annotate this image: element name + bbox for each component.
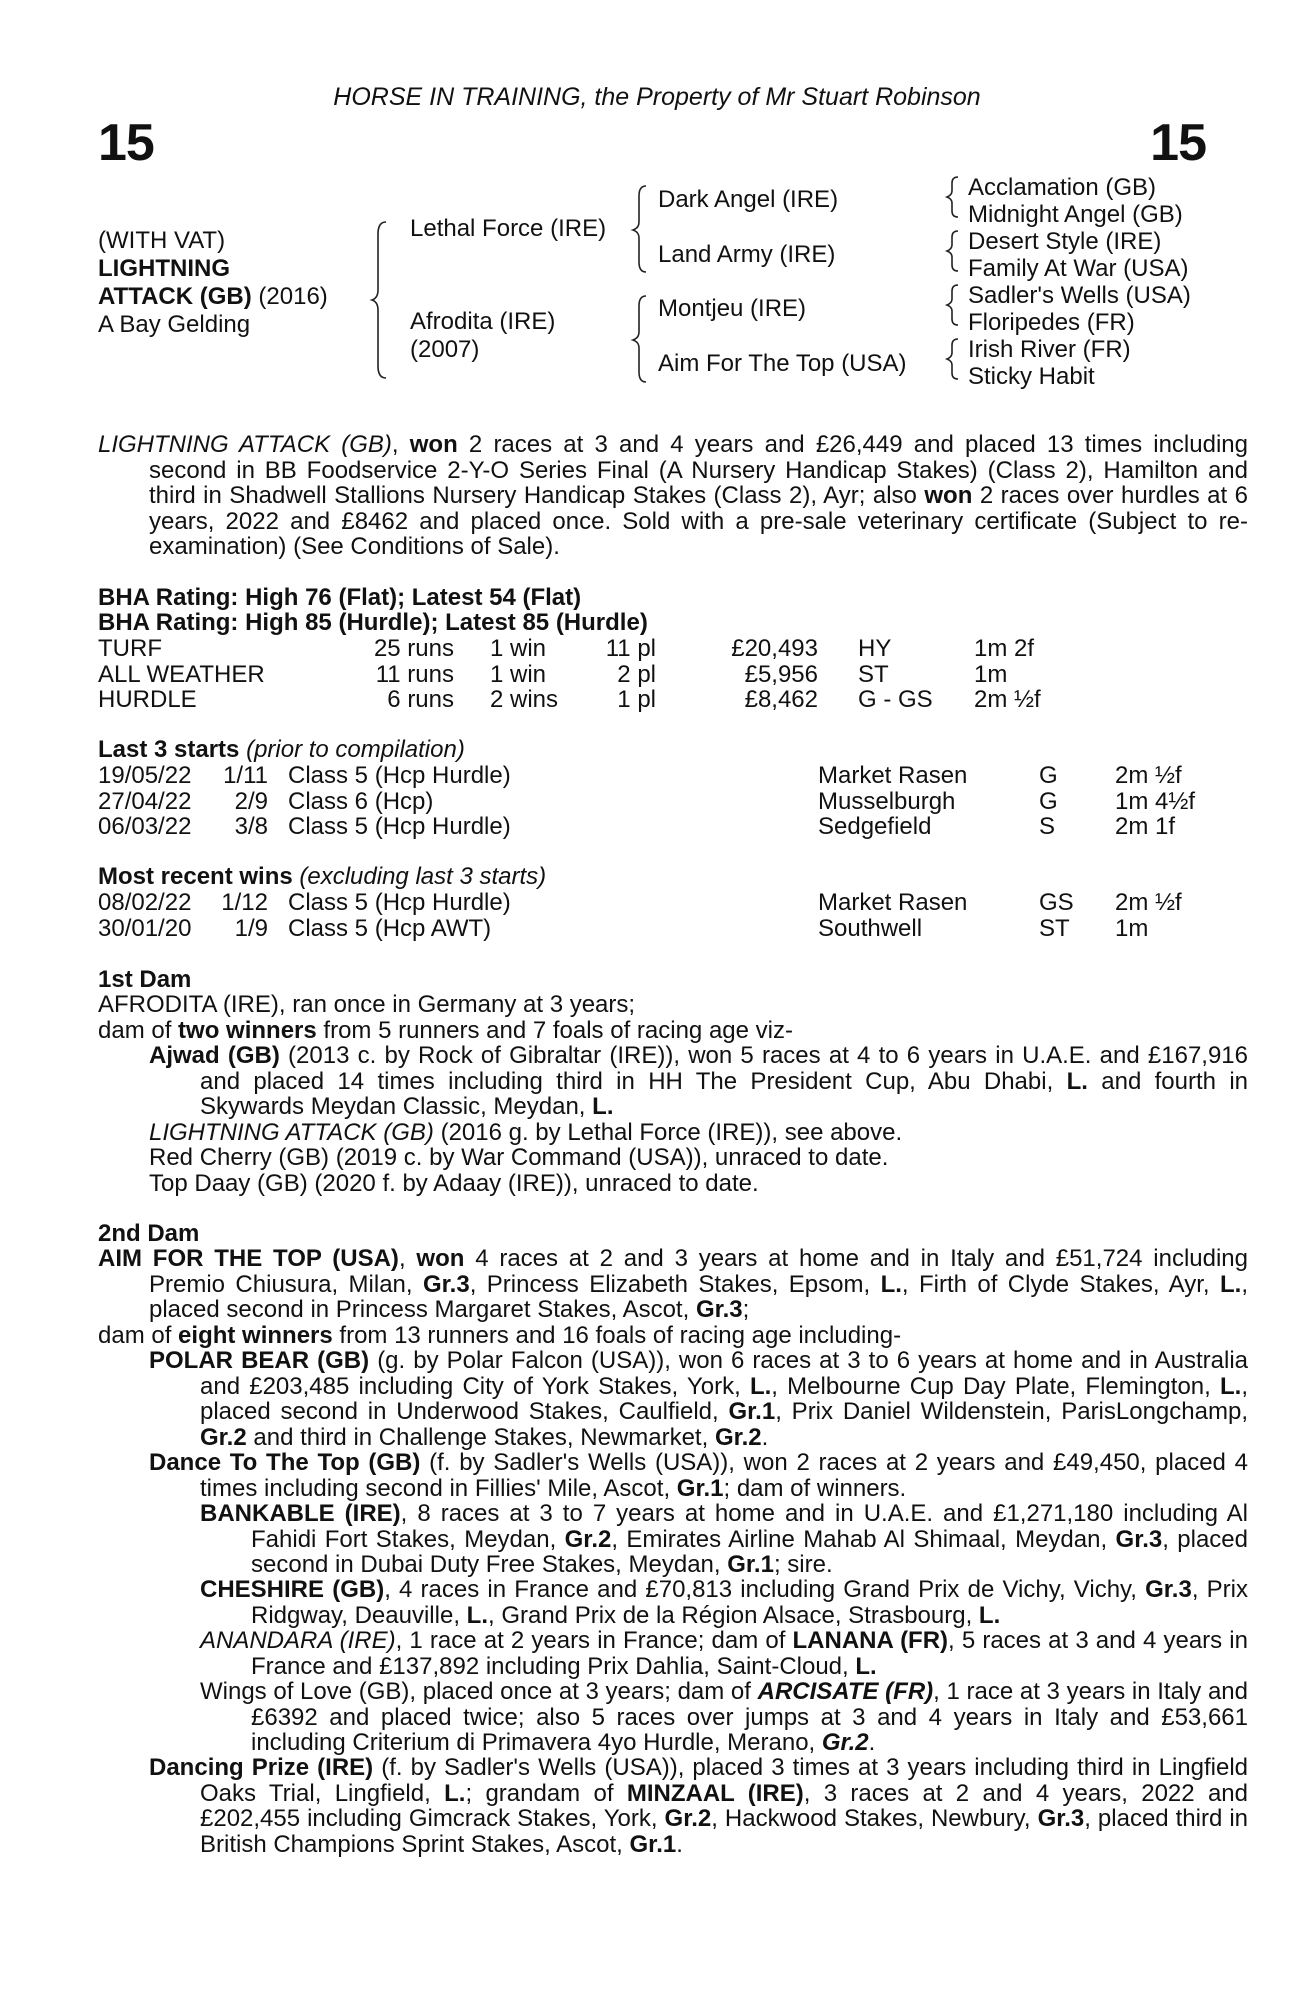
recentwins-table [98,890,1198,944]
start-position: 1/11 [223,762,268,789]
pedigree-third-generation [968,174,1191,390]
progeny-name: BANKABLE (IRE) [200,1500,401,1527]
dam1-dam-of [98,1018,793,1044]
group-mark: Gr.2 [821,1729,869,1756]
text: (g. by Polar Falcon (USA)), won 6 races at 3 to 6 years at home and in Australia and £203,485 including City of York Stakes, York, [200,1347,1249,1400]
progeny-name: LANANA (FR) [792,1627,949,1654]
recentwins-heading [98,864,546,890]
start-course: Musselburgh [818,787,956,815]
win-course: Market Rasen [818,889,968,916]
text: from 5 runners and 7 foals of racing age viz- [316,1017,793,1044]
listed-mark: L. [978,1601,1001,1629]
progeny-name: CHESHIRE (GB) [200,1576,385,1603]
text: (f. by Sadler's Wells (USA)), placed 3 times at 3 years including third in Lingfield Oaks Trial, Lingfield, [200,1754,1248,1807]
listed-mark: L. [749,1372,772,1400]
listed-mark: L. [466,1601,488,1629]
gen3-entry: Midnight Angel (GB) [968,201,1183,228]
text: , placed second in Underwood Stakes, Caulfield, [200,1372,1249,1425]
text: , Princess Elizabeth Stakes, Epsom, [469,1270,881,1298]
pedigree-sire-sire: Dark Angel (IRE) [658,186,839,213]
record-prize: £20,493 [731,635,818,662]
horse-name-line2: ATTACK (GB) [98,283,252,310]
progeny-name: LIGHTNING ATTACK (GB) [149,1119,434,1146]
start-distance: 2m 1f [1115,813,1176,840]
text: ; dam of winners. [723,1474,907,1502]
group-mark: Gr.1 [676,1474,724,1502]
text: dam of [98,1017,179,1044]
horse-description: A Bay Gelding [98,311,251,338]
win-race: Class 5 (Hcp Hurdle) [288,889,511,916]
start-race: Class 5 (Hcp Hurdle) [288,762,511,789]
last3-title: Last 3 starts [98,736,240,763]
pedigree-sire-dam: Land Army (IRE) [658,241,836,268]
gen3-entry: Sadler's Wells (USA) [968,282,1191,309]
text: , placed third in British Champions Sprint Stakes, Ascot, [200,1805,1248,1858]
record-wins: 2 wins [490,686,559,713]
group-mark: Gr.3 [422,1270,470,1298]
text: and third in Challenge Stakes, Newmarket, [246,1423,715,1451]
text: , Melbourne Cup Day Plate, Flemington, [771,1372,1221,1400]
record-placed: 2 pl [617,660,656,688]
summary-text: 2 races over hurdles at 6 years, 2022 and £8462 and placed once. Sold with a pre-sale veterinary certificate (Subject to re-examination) (See Conditions of Sale). [149,482,1248,560]
text: , 4 races in France and £70,813 including Grand Prix de Vichy, Vichy, [384,1576,1146,1603]
win-distance: 2m ½f [1115,889,1182,916]
horse-name-line1: LIGHTNING [98,255,230,282]
win-date: 30/01/20 [98,914,192,942]
progeny-name: Dance To The Top (GB) [149,1449,421,1476]
text: 4 races at 2 and 3 years at home and in Italy and £51,724 including Premio Chiusura, Milan, [149,1245,1249,1298]
dam2-dam-of [98,1323,901,1349]
listed-mark: L. [1220,1270,1242,1298]
text: , 1 race at 2 years in France; dam of [395,1627,793,1654]
gen3-entry: Family At War (USA) [968,255,1189,282]
text: , Grand Prix de la Région Alsace, Strasbourg, [487,1601,979,1629]
dam2-record: AIM FOR THE TOP (USA), won 4 races at 2 and 3 years at home and in Italy and £51,724 including Premio Chiusura, Milan, Gr.3, Princess Elizabeth Stakes, Epsom, L., Firth of Clyde Stakes, Ayr, L., placed second in Princess Margaret Stakes, Ascot, Gr.3; [98,1245,1249,1323]
record-runs: 11 runs [375,660,454,688]
progeny-wings-of-love: Wings of Love (GB), placed once at 3 years; dam of ARCISATE (FR), 1 race at 3 years in Italy and £6392 and placed twice; also 5 races over jumps at 3 and 4 years in Italy and £53,661 including Criterium di Primavera 4yo Hurdle, Merano, Gr.2. [200,1678,1248,1756]
text: (2016 g. by Lethal Force (IRE)), see above. [433,1119,903,1146]
won-label: won [416,1245,465,1272]
dam2-name: AIM FOR THE TOP (USA) [98,1245,399,1272]
record-placed: 11 pl [605,635,656,662]
text: , Firth of Clyde Stakes, Ayr, [901,1270,1220,1298]
pedigree-sire: Lethal Force (IRE) [410,215,607,242]
progeny-polar-bear: POLAR BEAR (GB) (g. by Polar Falcon (USA)), won 6 races at 3 to 6 years at home and in Australia and £203,485 including City of York Stakes, York, L., Melbourne Cup Day Plate, Flemington, L., placed second in Underwood Stakes, Caulfield, Gr.1, Prix Daniel Wildenstein, ParisLongchamp, Gr.2 and third in Challenge Stakes, Newmarket, Gr.2. [149,1347,1249,1451]
start-race: Class 5 (Hcp Hurdle) [288,813,511,840]
summary-horse-name: LIGHTNING ATTACK (GB) [98,431,392,458]
group-mark: Gr.1 [629,1830,677,1858]
win-position: 1/12 [221,889,268,916]
group-mark: Gr.2 [664,1805,712,1832]
group-mark: Gr.3 [695,1296,743,1323]
start-date: 27/04/22 [98,787,192,815]
text: , 1 race at 3 years in Italy and £6392 and placed twice; also 5 races over jumps at 3 and 4 years in Italy and £53,661 including Criterium di Primavera 4yo Hurdle, Merano, [251,1678,1248,1756]
record-surface: ALL WEATHER [98,660,265,688]
progeny-bankable [200,1501,1248,1578]
text: , placed second in Princess Margaret Stakes, Ascot, [149,1270,1248,1323]
start-race: Class 6 (Hcp) [288,787,434,815]
rating-flat: BHA Rating: High 76 (Flat); Latest 54 (Flat) [98,584,582,611]
progeny-dancing-prize: Dancing Prize (IRE) (f. by Sadler's Wells (USA)), placed 3 times at 3 years including third in Lingfield Oaks Trial, Lingfield, L.; grandam of MINZAAL (IRE), 3 races at 2 and 4 years, 2022 and £202,455 including Gimcrack Stakes, York, Gr.2, Hackwood Stakes, Newbury, Gr.3, placed third in British Champions Sprint Stakes, Ascot, Gr.1. [149,1754,1248,1858]
summary-text: 2 races at 3 and 4 years and £26,449 and placed 13 times including second in BB Foodservice 2-Y-O Series Final (A Nursery Handicap Stakes) (Class 2), Hamilton and third in Shadwell Stallions Nursery Handicap Stakes (Class 2), Ayr; also [149,431,1248,509]
winners-count: two winners [178,1017,317,1044]
group-mark: Gr.3 [1037,1805,1085,1832]
win-going: ST [1039,914,1070,942]
text: , 8 races at 3 to 7 years at home and in U.A.E. and £1,271,180 including Al Fahidi Fort Stakes, Meydan, [251,1500,1248,1553]
win-race: Class 5 (Hcp AWT) [288,914,492,942]
lot-number-right: 15 [1150,114,1206,172]
group-mark: Gr.2 [714,1423,762,1451]
record-runs: 6 runs [387,686,454,713]
progeny-cheshire [200,1577,1248,1628]
start-date: 19/05/22 [98,762,192,789]
text: dam of [98,1322,179,1349]
record-going: HY [858,635,892,662]
text: and fourth in Skywards Meydan Classic, Meydan, [200,1067,1248,1120]
horse-year: (2016) [251,283,328,310]
group-mark: Gr.2 [200,1423,247,1451]
text: , Hackwood Stakes, Newbury, [711,1805,1038,1832]
group-mark: Gr.3 [1115,1525,1163,1553]
progeny-top-daay: Top Daay (GB) (2020 f. by Adaay (IRE)), unraced to date. [149,1170,759,1197]
progeny-red-cherry: Red Cherry (GB) (2019 c. by War Command (USA)), unraced to date. [149,1144,889,1171]
win-position: 1/9 [234,914,268,942]
win-distance: 1m [1115,914,1149,942]
text: , 3 races at 2 and 4 years, 2022 and £202,455 including Gimcrack Stakes, York, [200,1779,1248,1832]
record-prize: £5,956 [744,660,818,688]
rating-hurdle: BHA Rating: High 85 (Hurdle); Latest 85 (Hurdle) [98,609,648,636]
dam1-line: AFRODITA (IRE), ran once in Germany at 3 years; [98,991,636,1018]
group-mark: Gr.1 [727,1551,774,1578]
winners-count: eight winners [178,1322,333,1349]
record-going: G - GS [858,686,933,713]
win-going: GS [1039,889,1074,916]
text: , placed second in Dubai Duty Free Stakes, Meydan, [251,1525,1249,1578]
text: ; sire. [773,1551,833,1578]
record-distance: 2m ½f [974,686,1041,713]
record-placed: 1 pl [617,686,656,713]
text: , Prix Ridgway, Deauville, [251,1576,1249,1629]
won-label: won [924,482,973,509]
text: ; grandam of [465,1779,627,1807]
group-mark: Gr.3 [1145,1576,1192,1603]
group-mark: Gr.2 [564,1525,612,1553]
listed-mark: L. [1220,1372,1242,1400]
start-course: Sedgefield [818,813,932,840]
lot-number-left: 15 [98,114,154,172]
record-surface: HURDLE [98,686,197,713]
listed-mark: L. [444,1779,466,1807]
text: from 13 runners and 16 foals of racing age including- [332,1322,902,1349]
start-distance: 1m 4½f [1115,787,1196,815]
last3-heading [98,737,465,763]
pedigree-dam-sire: Montjeu (IRE) [658,295,807,322]
dam2-heading: 2nd Dam [98,1220,200,1247]
recentwins-title: Most recent wins [98,863,293,890]
start-going: G [1039,787,1058,815]
listed-mark: L. [1066,1067,1088,1095]
last3-table [98,763,1198,843]
text: , 5 races at 3 and 4 years in France and £137,892 including Prix Dahlia, Saint-Cloud, [251,1627,1248,1680]
record-prize: £8,462 [744,686,818,713]
record-going: ST [858,660,889,688]
record-distance: 1m [974,660,1008,688]
gen3-entry: Acclamation (GB) [968,174,1157,201]
recentwins-note: (excluding last 3 starts) [292,863,547,890]
pedigree-dam-dam: Aim For The Top (USA) [658,350,907,377]
progeny-name: POLAR BEAR (GB) [149,1347,370,1374]
record-distance: 1m 2f [974,635,1035,662]
progeny-name: ANANDARA (IRE) [200,1627,396,1654]
record-runs: 25 runs [373,635,454,662]
start-position: 2/9 [234,787,268,815]
record-wins: 1 win [490,660,547,688]
text: , Prix Daniel Wildenstein, ParisLongchamp, [775,1398,1248,1425]
text: , Emirates Airline Mahab Al Shimaal, Meydan, [611,1525,1116,1553]
listed-mark: L. [855,1652,877,1680]
pedigree-dam: Afrodita (IRE) [410,308,556,335]
pedigree-dam-year: (2007) [410,336,480,363]
last3-note: (prior to compilation) [239,736,465,763]
records-table [98,636,1198,716]
sale-header: HORSE IN TRAINING, the Property of Mr Stuart Robinson [333,83,981,111]
progeny-name: MINZAAL (IRE) [626,1779,804,1807]
record-surface: TURF [98,635,162,662]
progeny-ajwad [149,1043,1248,1120]
listed-mark: L. [592,1093,614,1120]
gen3-entry: Desert Style (IRE) [968,228,1162,255]
progeny-dance-to-the-top [149,1450,1248,1501]
race-summary: LIGHTNING ATTACK (GB), won 2 races at 3 and 4 years and £26,449 and placed 13 times including second in BB Foodservice 2-Y-O Series Final (A Nursery Handicap Stakes) (Class 2), Hamilton and third in Shadwell Stallions Nursery Handicap Stakes (Class 2), Ayr; also won 2 races over hurdles at 6 years, 2022 and £8462 and placed once. Sold with a pre-sale veterinary certificate (Subject to re-examination) (See Conditions of Sale). [98,431,1248,560]
start-course: Market Rasen [818,762,968,789]
start-going: G [1039,762,1058,789]
start-distance: 2m ½f [1115,762,1182,789]
progeny-name: ARCISATE (FR) [757,1678,934,1705]
progeny-anandara [200,1628,1248,1679]
start-position: 3/8 [234,813,268,840]
gen3-entry: Irish River (FR) [968,336,1131,363]
won-label: won [409,431,458,458]
progeny-name: Ajwad (GB) [149,1042,280,1069]
start-going: S [1039,813,1056,840]
group-mark: Gr.1 [728,1398,776,1425]
with-vat-label: (WITH VAT) [98,227,226,254]
gen3-entry: Floripedes (FR) [968,309,1135,336]
progeny-name: Dancing Prize (IRE) [149,1754,374,1781]
win-course: Southwell [818,914,923,942]
gen3-entry: Sticky Habit [968,363,1095,390]
win-date: 08/02/22 [98,889,192,916]
text: (f. by Sadler's Wells (USA)), won 2 races at 2 years and £49,450, placed 4 times including second in Fillies' Mile, Ascot, [200,1449,1248,1502]
text: Wings of Love (GB), placed once at 3 years; dam of [200,1678,758,1705]
start-date: 06/03/22 [98,813,192,840]
record-wins: 1 win [490,635,547,662]
text: (2013 c. by Rock of Gibraltar (IRE)), won 5 races at 4 to 6 years in U.A.E. and £167,916 and placed 14 times including third in HH The President Cup, Abu Dhabi, [200,1042,1248,1095]
listed-mark: L. [880,1270,902,1298]
dam1-heading: 1st Dam [98,966,192,993]
progeny-lightning-attack [149,1120,902,1146]
